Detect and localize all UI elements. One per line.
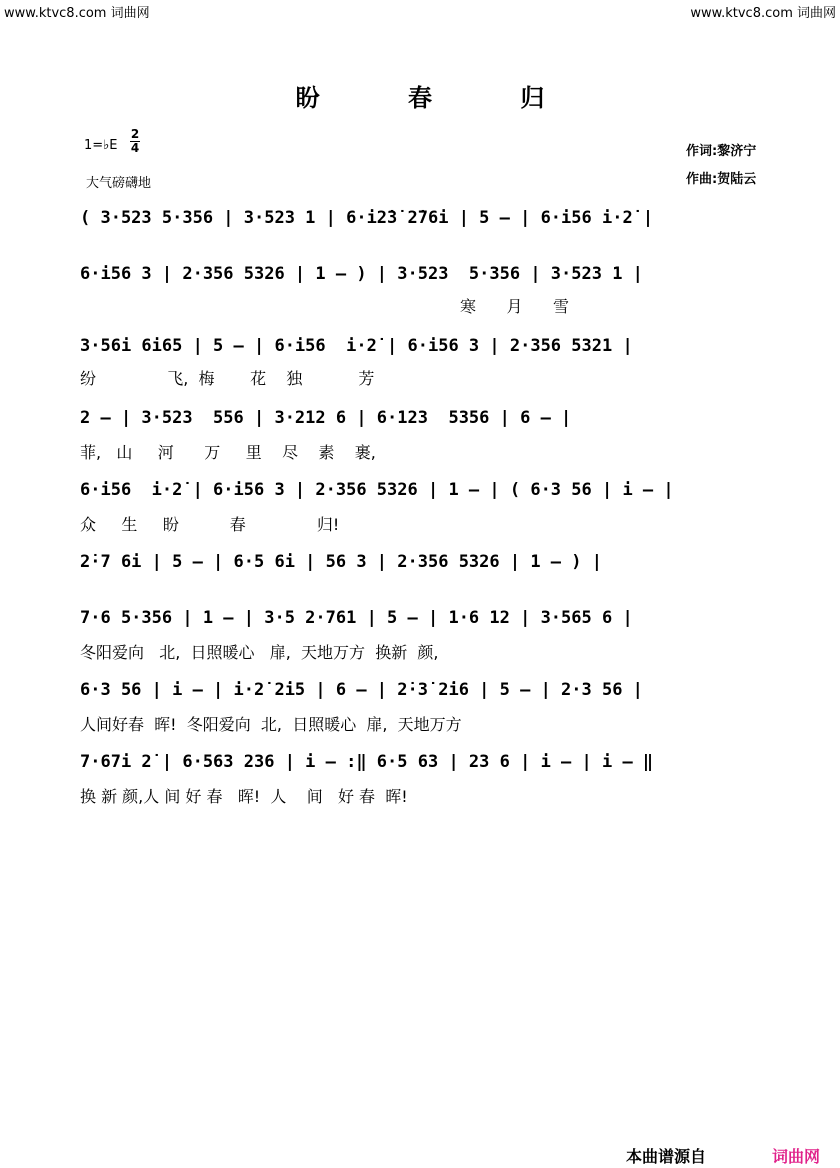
footer-logo: 词曲网 [772,1147,821,1166]
score-lyrics-line-8: 人间好春 晖! 冬阳爱向 北, 日照暖心 扉, 天地万方 [80,715,462,734]
watermark-left: www.ktvc8.com 词曲网 [4,6,150,21]
score-lyrics-line-2: 寒 月 雪 [460,297,570,316]
time-signature-top: 2 [130,127,140,141]
time-signature [130,128,140,155]
score-lyrics-line-9: 换 新 颜,人 间 好 春 晖! 人 间 好 春 晖! [80,787,408,806]
song-title: 盼 春 归 [295,83,585,112]
score-lyrics-line-3: 纷 飞, 梅 花 独 芳 [80,369,375,388]
score-notes-line-5: 6·i56 i·2̇ | 6·i56 3 | 2·356 5326 | 1 — | ( 6·3 56 | i — | [80,480,674,500]
score-lyrics-line-5: 众 生 盼 春 归! [80,515,340,534]
lyricist-credit: 作词:黎济宁 [686,144,757,159]
score-notes-line-7: 7·6 5·356 | 1 — | 3·5 2·761 | 5 — | 1·6 12 | 3·565 6 | [80,608,633,628]
score-lyrics-line-4: 菲, 山 河 万 里 尽 素 裹, [80,443,376,462]
tempo-marking: 大气磅礴地 [86,176,152,191]
key-signature: 1=♭E [84,138,118,153]
footer-source-text: 本曲谱源自 [626,1147,707,1166]
score-notes-line-6: 2̇·7 6i | 5 — | 6·5 6i | 56 3 | 2·356 5326 | 1 — ) | [80,552,602,572]
score-notes-line-2: 6·i56 3 | 2·356 5326 | 1 — ) | 3·523 5·356 | 3·523 1 | [80,264,643,284]
score-notes-line-8: 6·3 56 | i — | i·2̇ 2̇i5 | 6 — | 2̇·3̇ 2̇i6 | 5 — | 2·3 56 | [80,680,643,700]
score-lyrics-line-7: 冬阳爱向 北, 日照暖心 扉, 天地万方 换新 颜, [80,643,439,662]
score-notes-line-1: ( 3·523 5·356 | 3·523 1 | 6·i2̇3̇ 2̇76i | 5 — | 6·i56 i·2̇ | [80,208,654,228]
composer-credit: 作曲:贺陆云 [686,172,757,187]
time-signature-bottom: 4 [130,141,140,155]
score-notes-line-9: 7·67i 2̇ | 6·563 236 | i — :‖ 6·5 63 | 23 6 | i — | i — ‖ [80,752,654,772]
watermark-right: www.ktvc8.com 词曲网 [690,6,836,21]
score-notes-line-4: 2 — | 3·523 556 | 3·212 6 | 6·123 5356 | 6 — | [80,408,572,428]
score-notes-line-3: 3·56i 6i65 | 5 — | 6·i56 i·2̇ | 6·i56 3 | 2·356 5321 | [80,336,633,356]
